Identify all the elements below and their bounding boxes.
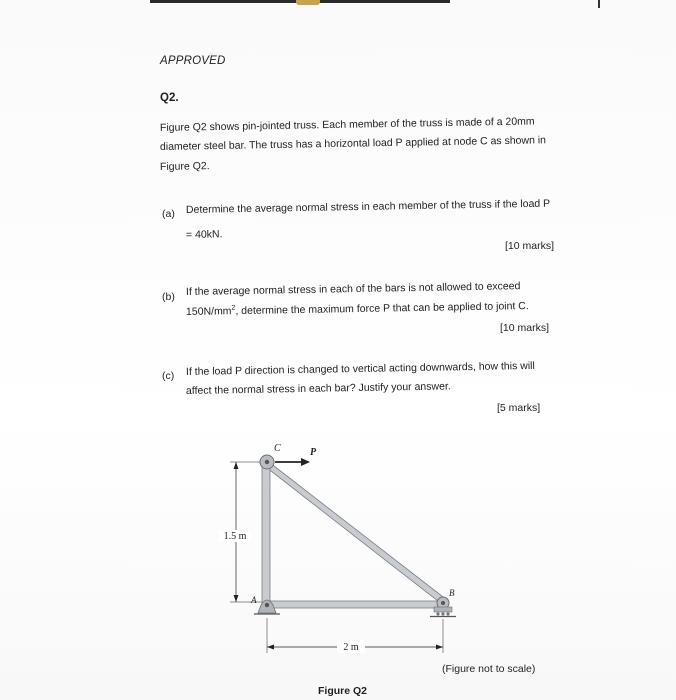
approved-stamp: APPROVED <box>160 55 226 67</box>
question-number: Q2. <box>160 92 179 104</box>
member-ab <box>266 601 444 608</box>
intro-line-3: Figure Q2. <box>159 160 210 173</box>
height-arrow-up <box>234 462 239 469</box>
load-label: P <box>310 447 317 458</box>
roller-b-1 <box>436 612 439 615</box>
part-b-label: (b) <box>162 291 175 303</box>
top-edge-accent <box>296 0 320 5</box>
part-b-line-1: If the average normal stress in each of the bars is not allowed to exceed <box>185 280 521 298</box>
width-label: 2 m <box>343 642 359 653</box>
part-c-label: (c) <box>162 370 175 382</box>
part-c-line-1: If the load P direction is changed to vertical acting downwards, how this will <box>185 359 535 378</box>
part-a-line-1: Determine the average normal stress in each member of the truss if the load P <box>185 197 551 216</box>
part-a-marks: [10 marks] <box>505 240 555 252</box>
part-c-marks: [5 marks] <box>497 402 541 414</box>
node-c-label: C <box>274 443 281 454</box>
part-a-line-2: = 40kN. <box>185 228 223 241</box>
part-b-superscript: 2 <box>231 304 236 312</box>
intro-line-2: diameter steel bar. The truss has a horizontal load P applied at node C as shown in <box>159 134 547 153</box>
part-a-label: (a) <box>162 208 175 220</box>
member-ac <box>262 462 270 605</box>
width-arrow-right <box>436 645 443 650</box>
node-b-label: B <box>449 588 455 598</box>
part-b-marks: [10 marks] <box>500 322 550 334</box>
part-b-line-2-rest: , determine the maximum force P that can be applied to joint C. <box>235 300 529 318</box>
height-label: 1.5 m <box>223 531 247 542</box>
node-a-label: A <box>251 595 257 605</box>
member-cb <box>262 459 447 605</box>
figure-caption: Figure Q2 <box>318 685 368 697</box>
support-a-pin <box>265 603 269 607</box>
roller-b-3 <box>446 612 449 615</box>
height-arrow-down <box>234 595 239 602</box>
load-arrow-head <box>301 458 310 466</box>
joint-b-pin <box>441 601 445 605</box>
intro-line-1: Figure Q2 shows pin-jointed truss. Each member of the truss is made of a 20mm <box>159 115 535 134</box>
width-arrow-left <box>267 645 274 650</box>
roller-b-2 <box>441 612 444 615</box>
truss-figure <box>200 435 490 660</box>
figure-note: (Figure not to scale) <box>442 663 536 675</box>
joint-c-pin <box>265 460 269 464</box>
corner-mark <box>598 0 600 8</box>
part-c-line-2: affect the normal stress in each bar? Justify your answer. <box>185 380 451 397</box>
part-b-stress-value: 150N/mm <box>185 305 232 318</box>
support-b <box>434 607 452 612</box>
